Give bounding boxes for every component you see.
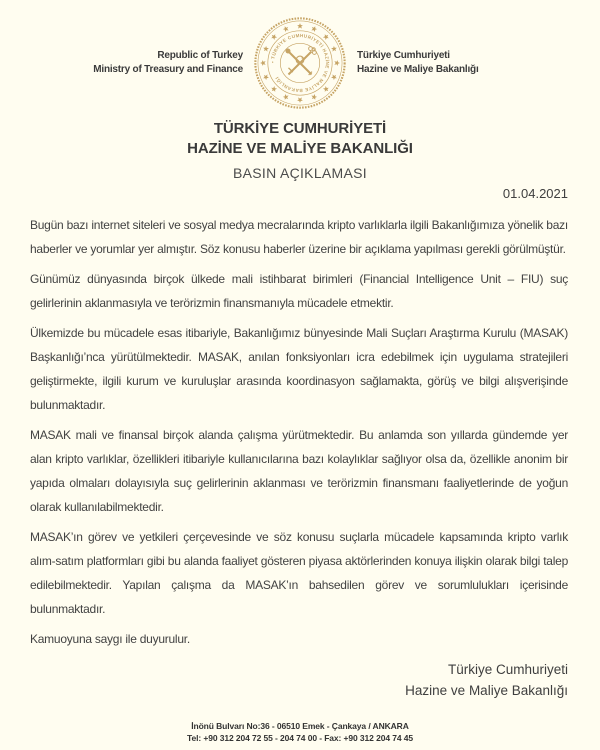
press-release-body	[30, 213, 568, 651]
signature-line-1: Türkiye Cumhuriyeti	[447, 662, 568, 677]
title-line-2: HAZİNE VE MALİYE BAKANLIĞI	[187, 140, 413, 157]
body-paragraph-4: MASAK mali ve finansal birçok alanda çalışma yürütmektedir. Bu anlamda son yıllarda gündemde yer alan kripto varlıklar, özellikleri itibariyle kullanıcılarına bazı kolaylıklar sağlıyor olsa da, özellikle anonim bir yapıda olmaları dolayısıyla suç gelirlerinin aklanması ve terörizmin finansmanı faaliyetlerinde de yoğun olarak kullanılabilmektedir.	[30, 428, 568, 514]
footer-contact	[0, 720, 600, 744]
body-paragraph-1: Bugün bazı internet siteleri ve sosyal medya mecralarında kripto varlıklarla ilgili Bakanlığımıza yönelik bazı haberler ve yorumlar yer almıştır. Söz konusu haberler üzerine bir açıklama yapılması gerekli görülmüştür.	[30, 218, 568, 256]
body-paragraph-3: Ülkemizde bu mücadele esas itibariyle, Bakanlığımız bünyesinde Mali Suçları Araştırma Kurulu (MASAK) Başkanlığı’nca yürütülmektedir. MASAK, anılan fonksiyonları icra edebilmek için uygulama stratejileri geliştirmekte, ilgili kurum ve kuruluşlar arasında koordinasyon sağlamakta, görüş ve bilgi alışverişinde bulunmaktadır.	[30, 326, 568, 412]
letterhead-left-line1: Republic of Turkey	[157, 50, 243, 61]
letterhead	[0, 0, 600, 111]
letterhead-left-text	[55, 49, 243, 77]
title-line-1: TÜRKİYE CUMHURİYETİ	[213, 120, 387, 137]
seal-ring-text: • TÜRKİYE CUMHURİYETİ HAZİNE VE MALİYE BAKANLIĞI	[270, 33, 330, 93]
press-release-label: BASIN AÇIKLAMASI	[233, 165, 367, 181]
signature-line-2: Hazine ve Maliye Bakanlığı	[405, 683, 568, 698]
seal-key-torch	[286, 47, 317, 75]
closing-line: Kamuoyuna saygı ile duyurulur.	[30, 632, 190, 646]
letterhead-right-line1: Türkiye Cumhuriyeti	[357, 50, 450, 61]
footer-phone: Tel: +90 312 204 72 55 - 204 74 00 - Fax: +90 312 204 74 45	[187, 733, 413, 743]
letterhead-right-text	[357, 49, 545, 77]
document-date: 01.04.2021	[502, 186, 568, 201]
body-paragraph-2: Günümüz dünyasında birçok ülkede mali istihbarat birimleri (Financial Intelligence Unit – FIU) suç gelirlerinin aklanmasıyla ve terörizmin finansmanıyla mücadele etmektir.	[30, 272, 568, 310]
ministry-seal-icon	[252, 15, 348, 111]
signature-block	[0, 659, 568, 701]
letterhead-left-line2: Ministry of Treasury and Finance	[93, 64, 243, 75]
body-paragraph-5: MASAK’ın görev ve yetkileri çerçevesinde ve söz konusu suçlarla mücadele kapsamında kripto varlık alım-satım platformları gibi bu alanda faaliyet gösteren piyasa aktörlerinden konuya ilişkin olarak bilgi talep edilebilmektedir. Yapılan çalışma da MASAK’ın bahsedilen görev ve sorumlulukları içerisinde bulunmaktadır.	[30, 530, 568, 616]
footer-address: İnönü Bulvarı No:36 - 06510 Emek - Çankaya / ANKARA	[191, 721, 409, 731]
document-title	[0, 119, 600, 182]
letterhead-right-line2: Hazine ve Maliye Bakanlığı	[357, 64, 479, 75]
